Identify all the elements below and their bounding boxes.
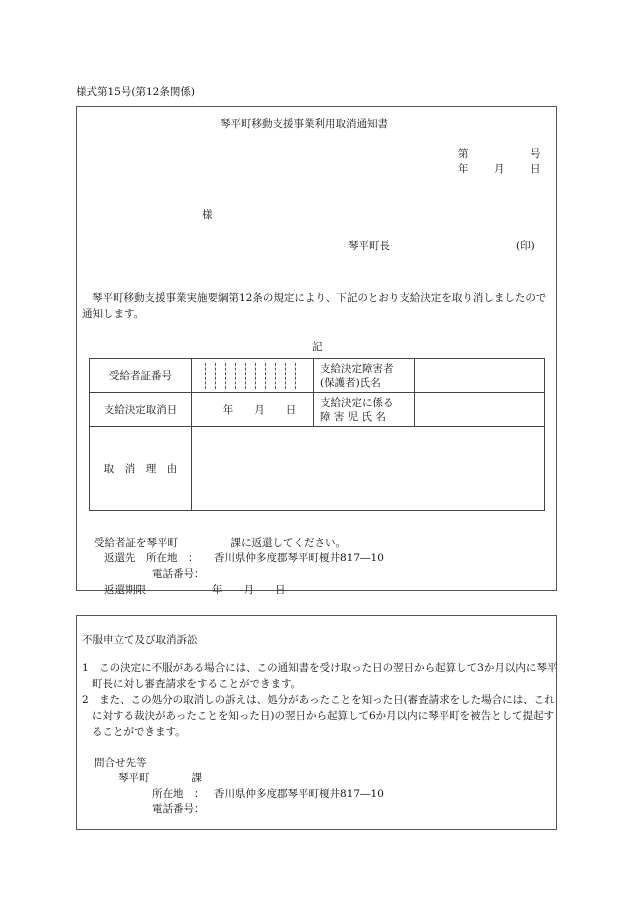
- notice-table: [89, 358, 545, 511]
- number-suffix: 号: [530, 148, 541, 160]
- form-label: 様式第15号(第12条関係): [76, 86, 195, 98]
- return-deadline-date: 年 月 日: [212, 584, 286, 596]
- cancel-date-label: 支給決定取消日: [90, 393, 192, 427]
- ki-mark: 記: [312, 341, 323, 353]
- date-month: 月: [494, 163, 505, 175]
- beneficiary-name-label-line1: 支給決定障害者: [320, 362, 394, 375]
- date-day: 日: [530, 163, 541, 175]
- return-deadline-label: 返還期限: [104, 584, 146, 596]
- appeal-item-1: 1 この決定に不服がある場合には、この通知書を受け取った日の翌日から起算して3か月以内に琴平町長に対し審査請求をすることができます。: [82, 662, 558, 690]
- seal-mark: (印): [516, 240, 535, 252]
- recipient-number-field[interactable]: [192, 359, 314, 393]
- child-name-label-line2: 障 害 児 氏 名: [320, 410, 386, 423]
- cancel-date-field[interactable]: 年 月 日: [192, 393, 314, 427]
- contact-phone-label: 電話番号：: [152, 803, 205, 815]
- contact-address-label: 所在地 ：: [152, 788, 205, 800]
- date-year: 年: [458, 163, 469, 175]
- return-address: 香川県仲多度郡琴平町榎井817―10: [214, 552, 384, 564]
- beneficiary-name-field[interactable]: [415, 359, 545, 393]
- cancel-reason-field[interactable]: [192, 427, 545, 511]
- issuer: 琴平町長: [348, 240, 390, 252]
- notice-body-text: 琴平町移動支援事業実施要綱第12条の規定により、下記のとおり支給決定を取り消しましたので通知します。: [82, 292, 547, 320]
- number-prefix: 第: [458, 148, 469, 160]
- notice-title: 琴平町移動支援事業利用取消通知書: [220, 118, 388, 130]
- child-name-field[interactable]: [415, 393, 545, 427]
- table-row: [90, 393, 545, 427]
- child-name-label-line1: 支給決定に係る: [320, 396, 394, 409]
- return-address-label: 返還先 所在地 ：: [104, 552, 199, 564]
- return-phone-label: 電話番号：: [152, 568, 205, 580]
- appeal-title: 不服申立て及び取消訴訟: [82, 634, 198, 646]
- table-row: [90, 427, 545, 511]
- child-name-label: [314, 393, 415, 427]
- cancel-reason-label: 取 消 理 由: [90, 427, 192, 511]
- addressee-suffix: 様: [202, 209, 213, 221]
- contact-heading: 問合せ先等: [94, 757, 147, 769]
- beneficiary-name-label-line2: (保護者)氏名: [320, 376, 381, 389]
- table-row: [90, 359, 545, 393]
- appeal-item-2: 2 また、この処分の取消しの訴えは、処分があったことを知った日(審査請求をした場合には、これに対する裁決があったことを知った日)の翌日から起算して6か月以内に琴平町を被告として提起することができます。: [82, 694, 555, 738]
- recipient-number-label: 受給者証番号: [90, 359, 192, 393]
- return-instruction: 受給者証を琴平町 課に返還してください。: [94, 537, 346, 549]
- contact-address: 香川県仲多度郡琴平町榎井817―10: [214, 788, 384, 800]
- contact-dept: 琴平町 課: [118, 772, 202, 784]
- beneficiary-name-label: [314, 359, 415, 393]
